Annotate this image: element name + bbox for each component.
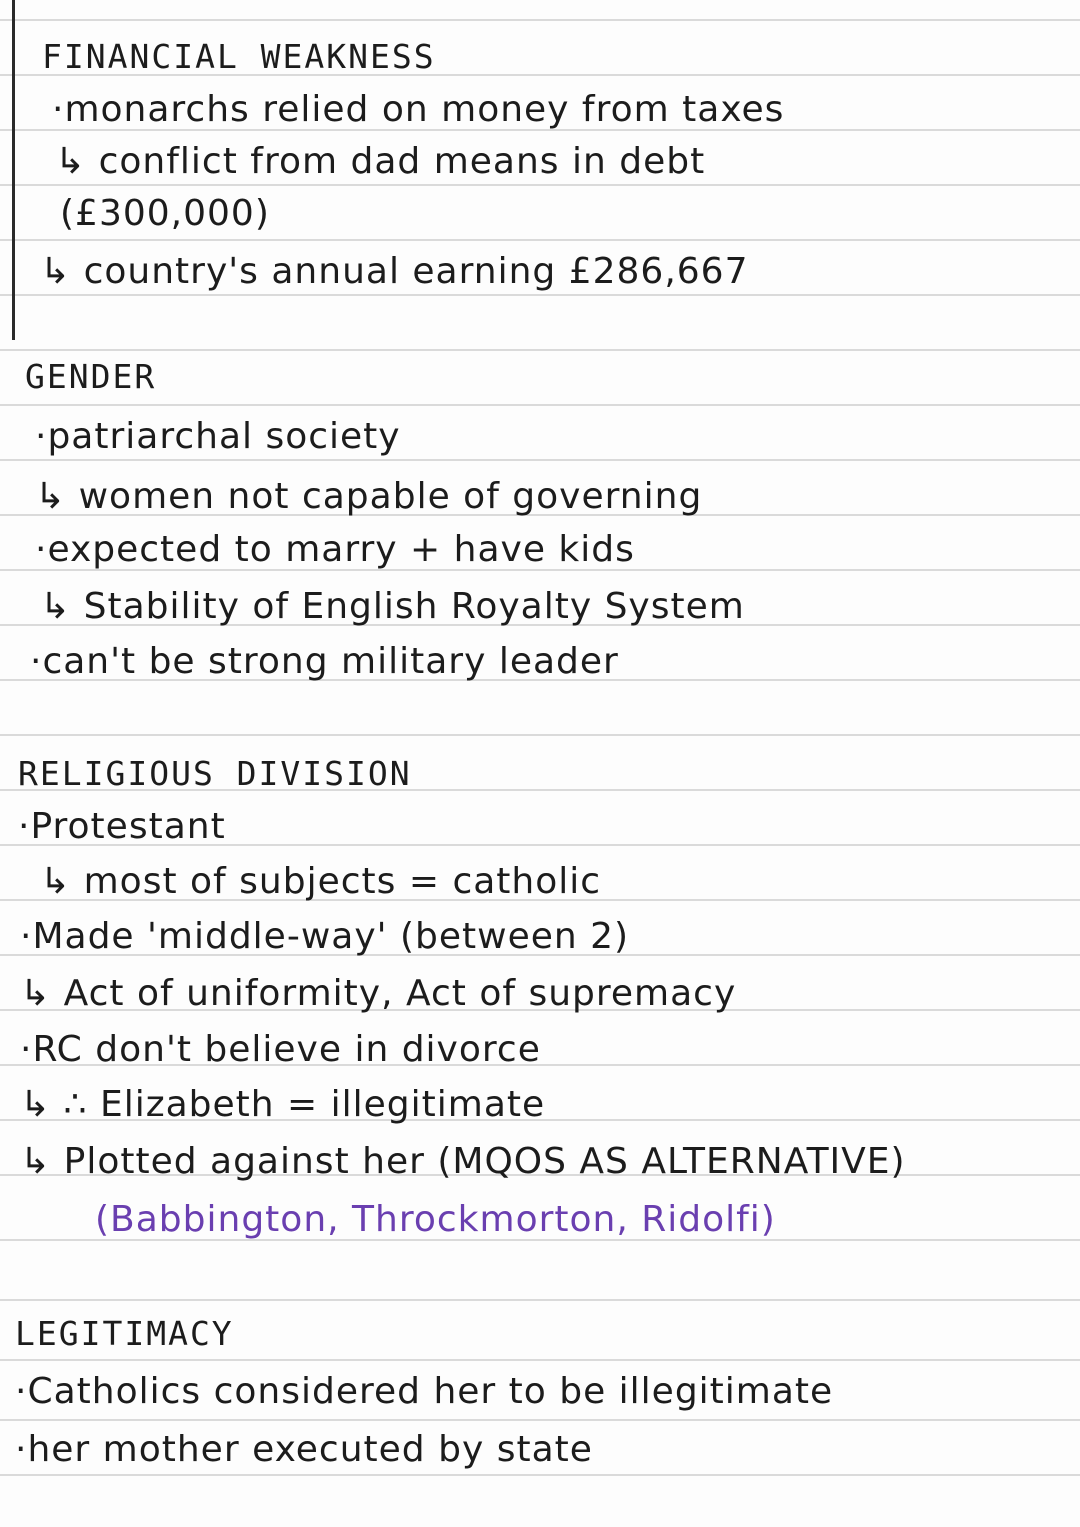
note-line: ↳ women not capable of governing xyxy=(35,476,703,517)
note-line: ·RC don't believe in divorce xyxy=(20,1029,541,1070)
note-line: ·Made 'middle-way' (between 2) xyxy=(20,916,630,957)
note-line: (£300,000) xyxy=(60,193,270,234)
note-line: ↳ most of subjects = catholic xyxy=(40,861,602,902)
note-line: ·expected to marry + have kids xyxy=(35,529,635,570)
heading-gender: GENDER xyxy=(25,357,157,396)
note-line: ·her mother executed by state xyxy=(15,1429,593,1470)
heading-financial-weakness: FINANCIAL WEAKNESS xyxy=(42,37,436,76)
note-line: ·Catholics considered her to be illegitimate xyxy=(15,1371,834,1412)
note-line: ·monarchs relied on money from taxes xyxy=(52,89,785,130)
note-line: ·patriarchal society xyxy=(35,416,401,457)
note-line: ↳ Stability of English Royalty System xyxy=(40,586,745,627)
note-line: ↳ Act of uniformity, Act of supremacy xyxy=(20,973,737,1014)
note-line-plots: (Babbington, Throckmorton, Ridolfi) xyxy=(95,1199,776,1240)
note-line: ↳ country's annual earning £286,667 xyxy=(40,251,749,292)
note-line: ·can't be strong military leader xyxy=(30,641,619,682)
heading-legitimacy: LEGITIMACY xyxy=(15,1314,234,1353)
margin-mark xyxy=(12,0,15,340)
note-line: ↳ Plotted against her (MQOS AS ALTERNATIVE) xyxy=(20,1141,906,1182)
note-line: ·Protestant xyxy=(18,806,226,847)
note-line: ↳ conflict from dad means in debt xyxy=(55,141,706,182)
note-line: ↳ ∴ Elizabeth = illegitimate xyxy=(20,1084,546,1125)
heading-religious-division: RELIGIOUS DIVISION xyxy=(18,754,412,793)
